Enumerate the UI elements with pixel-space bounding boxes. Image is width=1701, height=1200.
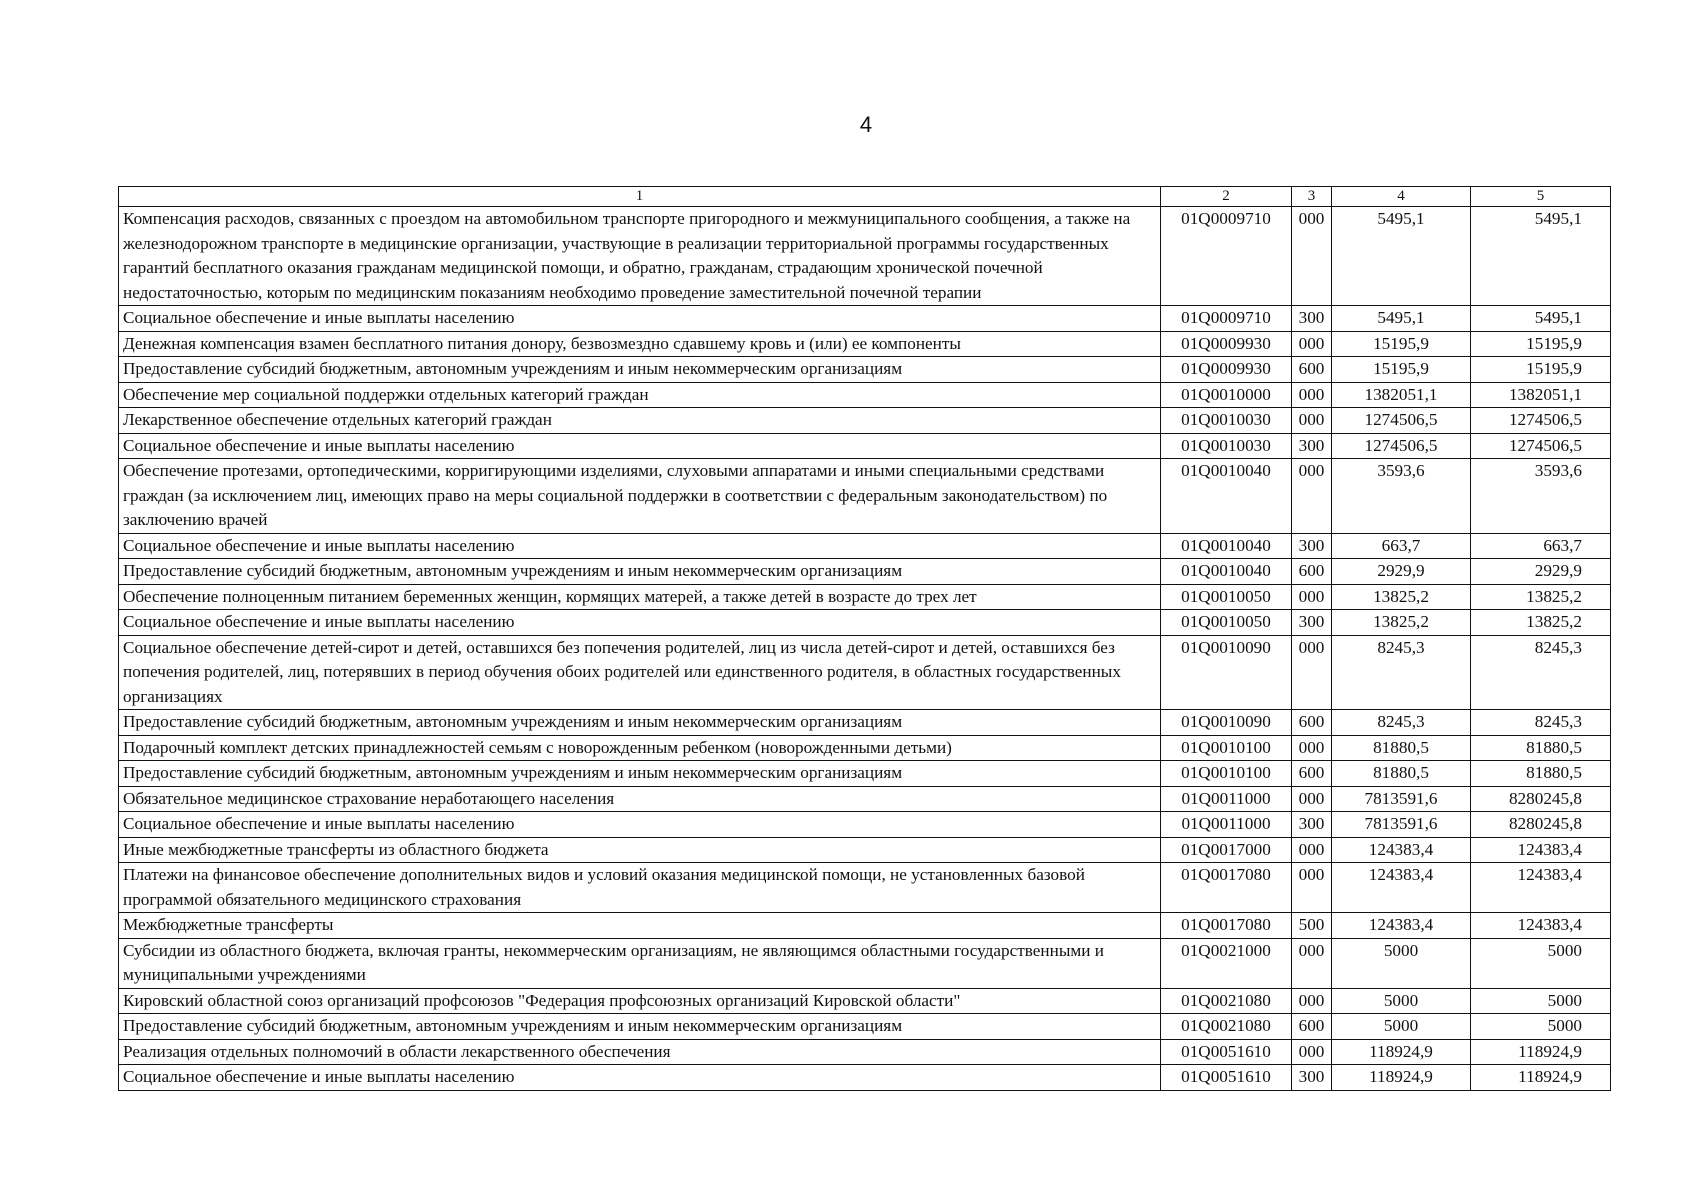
row-amount-2-cell: 13825,2: [1471, 610, 1611, 636]
row-amount-1-cell: 8245,3: [1332, 635, 1471, 710]
row-name-cell: Кировский областной союз организаций профсоюзов "Федерация профсоюзных организаций Кировской области": [119, 988, 1161, 1014]
row-type-cell: 000: [1292, 459, 1332, 534]
row-amount-1-cell: 15195,9: [1332, 331, 1471, 357]
row-code-cell: 01Q0017000: [1161, 837, 1292, 863]
table-row: [119, 812, 1611, 838]
row-amount-1-cell: 5495,1: [1332, 306, 1471, 332]
row-type-cell: 500: [1292, 913, 1332, 939]
row-code-cell: 01Q0051610: [1161, 1039, 1292, 1065]
row-name-cell: Социальное обеспечение и иные выплаты населению: [119, 1065, 1161, 1091]
row-type-cell: 600: [1292, 761, 1332, 787]
row-type-cell: 000: [1292, 207, 1332, 306]
table-row: [119, 837, 1611, 863]
row-name-cell: Обязательное медицинское страхование неработающего населения: [119, 786, 1161, 812]
budget-table: [118, 186, 1611, 1091]
row-code-cell: 01Q0010040: [1161, 533, 1292, 559]
table-row: [119, 610, 1611, 636]
row-code-cell: 01Q0021080: [1161, 1014, 1292, 1040]
row-amount-1-cell: 13825,2: [1332, 610, 1471, 636]
row-amount-1-cell: 5000: [1332, 1014, 1471, 1040]
row-amount-2-cell: 15195,9: [1471, 357, 1611, 383]
row-name-cell: Предоставление субсидий бюджетным, автономным учреждениям и иным некоммерческим организациям: [119, 559, 1161, 585]
row-code-cell: 01Q0011000: [1161, 786, 1292, 812]
row-amount-1-cell: 81880,5: [1332, 761, 1471, 787]
row-name-cell: Иные межбюджетные трансферты из областного бюджета: [119, 837, 1161, 863]
row-code-cell: 01Q0017080: [1161, 913, 1292, 939]
row-amount-1-cell: 1274506,5: [1332, 433, 1471, 459]
row-code-cell: 01Q0021080: [1161, 988, 1292, 1014]
row-amount-1-cell: 2929,9: [1332, 559, 1471, 585]
table-row: [119, 863, 1611, 913]
row-code-cell: 01Q0010100: [1161, 761, 1292, 787]
row-type-cell: 300: [1292, 610, 1332, 636]
row-amount-2-cell: 13825,2: [1471, 584, 1611, 610]
row-name-cell: Межбюджетные трансферты: [119, 913, 1161, 939]
row-amount-2-cell: 3593,6: [1471, 459, 1611, 534]
row-amount-2-cell: 8280245,8: [1471, 812, 1611, 838]
row-amount-2-cell: 1274506,5: [1471, 433, 1611, 459]
header-row: [119, 187, 1611, 207]
row-name-cell: Социальное обеспечение и иные выплаты населению: [119, 610, 1161, 636]
row-type-cell: 600: [1292, 357, 1332, 383]
row-amount-2-cell: 5000: [1471, 938, 1611, 988]
table-row: [119, 913, 1611, 939]
row-amount-2-cell: 663,7: [1471, 533, 1611, 559]
row-name-cell: Компенсация расходов, связанных с проездом на автомобильном транспорте пригородного и межмуниципального сообщения, а также на железнодорожном транспорте в медицинские организации, участвующие в реализации территориальной программы государственных гарантий бесплатного оказания гражданам медицинской помощи, и обратно, гражданам, страдающим хронической почечной недостаточностью, которым по медицинским показаниям необходимо проведение заместительной почечной терапии: [119, 207, 1161, 306]
row-name-cell: Реализация отдельных полномочий в области лекарственного обеспечения: [119, 1039, 1161, 1065]
table-row: [119, 306, 1611, 332]
row-name-cell: Социальное обеспечение детей-сирот и детей, оставшихся без попечения родителей, лиц из числа детей-сирот и детей, оставшихся без попечения родителей, лиц, потерявших в период обучения обоих родителей или единственного родителя, в областных государственных организациях: [119, 635, 1161, 710]
table-row: [119, 1065, 1611, 1091]
row-amount-1-cell: 13825,2: [1332, 584, 1471, 610]
row-type-cell: 000: [1292, 382, 1332, 408]
row-amount-2-cell: 1274506,5: [1471, 408, 1611, 434]
row-type-cell: 000: [1292, 408, 1332, 434]
table-row: [119, 1039, 1611, 1065]
row-code-cell: 01Q0051610: [1161, 1065, 1292, 1091]
row-amount-2-cell: 118924,9: [1471, 1039, 1611, 1065]
row-type-cell: 000: [1292, 735, 1332, 761]
row-code-cell: 01Q0010050: [1161, 584, 1292, 610]
table-header: [119, 187, 1611, 207]
row-type-cell: 000: [1292, 331, 1332, 357]
row-type-cell: 300: [1292, 533, 1332, 559]
header-cell: 3: [1292, 187, 1332, 207]
table-row: [119, 761, 1611, 787]
row-type-cell: 000: [1292, 786, 1332, 812]
table-row: [119, 207, 1611, 306]
row-amount-1-cell: 1274506,5: [1332, 408, 1471, 434]
row-code-cell: 01Q0010030: [1161, 433, 1292, 459]
row-name-cell: Субсидии из областного бюджета, включая гранты, некоммерческим организациям, не являющимся областными государственными и муниципальными учреждениями: [119, 938, 1161, 988]
row-amount-1-cell: 5000: [1332, 938, 1471, 988]
table-row: [119, 433, 1611, 459]
table-row: [119, 735, 1611, 761]
row-amount-2-cell: 81880,5: [1471, 761, 1611, 787]
row-amount-2-cell: 2929,9: [1471, 559, 1611, 585]
row-type-cell: 000: [1292, 1039, 1332, 1065]
row-type-cell: 000: [1292, 938, 1332, 988]
row-amount-1-cell: 8245,3: [1332, 710, 1471, 736]
row-amount-1-cell: 7813591,6: [1332, 786, 1471, 812]
table-row: [119, 408, 1611, 434]
table-row: [119, 710, 1611, 736]
row-amount-2-cell: 5495,1: [1471, 207, 1611, 306]
row-type-cell: 300: [1292, 1065, 1332, 1091]
row-type-cell: 000: [1292, 988, 1332, 1014]
row-type-cell: 300: [1292, 306, 1332, 332]
row-type-cell: 300: [1292, 433, 1332, 459]
row-type-cell: 600: [1292, 1014, 1332, 1040]
row-type-cell: 000: [1292, 837, 1332, 863]
row-code-cell: 01Q0009930: [1161, 331, 1292, 357]
row-amount-2-cell: 15195,9: [1471, 331, 1611, 357]
row-amount-2-cell: 5000: [1471, 1014, 1611, 1040]
row-code-cell: 01Q0011000: [1161, 812, 1292, 838]
table-body: [119, 207, 1611, 1091]
row-code-cell: 01Q0010000: [1161, 382, 1292, 408]
header-cell: 5: [1471, 187, 1611, 207]
row-code-cell: 01Q0021000: [1161, 938, 1292, 988]
row-amount-1-cell: 663,7: [1332, 533, 1471, 559]
row-code-cell: 01Q0010040: [1161, 559, 1292, 585]
row-amount-1-cell: 15195,9: [1332, 357, 1471, 383]
row-name-cell: Социальное обеспечение и иные выплаты населению: [119, 533, 1161, 559]
row-name-cell: Социальное обеспечение и иные выплаты населению: [119, 812, 1161, 838]
table-row: [119, 635, 1611, 710]
row-amount-2-cell: 124383,4: [1471, 837, 1611, 863]
row-name-cell: Предоставление субсидий бюджетным, автономным учреждениям и иным некоммерческим организациям: [119, 761, 1161, 787]
row-code-cell: 01Q0010030: [1161, 408, 1292, 434]
row-type-cell: 600: [1292, 559, 1332, 585]
row-amount-2-cell: 5495,1: [1471, 306, 1611, 332]
row-name-cell: Денежная компенсация взамен бесплатного питания донору, безвозмездно сдавшему кровь и (или) ее компоненты: [119, 331, 1161, 357]
row-amount-1-cell: 1382051,1: [1332, 382, 1471, 408]
row-amount-2-cell: 124383,4: [1471, 913, 1611, 939]
table-row: [119, 584, 1611, 610]
row-name-cell: Социальное обеспечение и иные выплаты населению: [119, 306, 1161, 332]
row-amount-2-cell: 5000: [1471, 988, 1611, 1014]
row-code-cell: 01Q0009710: [1161, 306, 1292, 332]
row-amount-2-cell: 124383,4: [1471, 863, 1611, 913]
table-row: [119, 559, 1611, 585]
row-type-cell: 000: [1292, 863, 1332, 913]
row-amount-2-cell: 118924,9: [1471, 1065, 1611, 1091]
row-name-cell: Платежи на финансовое обеспечение дополнительных видов и условий оказания медицинской помощи, не установленных базовой программой обязательного медицинского страхования: [119, 863, 1161, 913]
row-type-cell: 000: [1292, 635, 1332, 710]
table-row: [119, 988, 1611, 1014]
row-amount-2-cell: 81880,5: [1471, 735, 1611, 761]
table-row: [119, 1014, 1611, 1040]
row-amount-1-cell: 118924,9: [1332, 1065, 1471, 1091]
row-code-cell: 01Q0017080: [1161, 863, 1292, 913]
row-code-cell: 01Q0009710: [1161, 207, 1292, 306]
row-name-cell: Предоставление субсидий бюджетным, автономным учреждениям и иным некоммерческим организациям: [119, 710, 1161, 736]
page-number: 4: [859, 112, 873, 137]
row-amount-1-cell: 5000: [1332, 988, 1471, 1014]
row-code-cell: 01Q0010100: [1161, 735, 1292, 761]
row-code-cell: 01Q0009930: [1161, 357, 1292, 383]
row-name-cell: Социальное обеспечение и иные выплаты населению: [119, 433, 1161, 459]
row-name-cell: Подарочный комплект детских принадлежностей семьям с новорожденным ребенком (новорожденными детьми): [119, 735, 1161, 761]
table-row: [119, 938, 1611, 988]
table-row: [119, 331, 1611, 357]
header-cell: 1: [119, 187, 1161, 207]
table-row: [119, 382, 1611, 408]
row-amount-1-cell: 124383,4: [1332, 863, 1471, 913]
row-code-cell: 01Q0010050: [1161, 610, 1292, 636]
row-amount-1-cell: 124383,4: [1332, 913, 1471, 939]
row-name-cell: Лекарственное обеспечение отдельных категорий граждан: [119, 408, 1161, 434]
row-type-cell: 000: [1292, 584, 1332, 610]
row-amount-2-cell: 8245,3: [1471, 635, 1611, 710]
table-row: [119, 357, 1611, 383]
row-code-cell: 01Q0010040: [1161, 459, 1292, 534]
row-amount-1-cell: 118924,9: [1332, 1039, 1471, 1065]
row-name-cell: Обеспечение протезами, ортопедическими, корригирующими изделиями, слуховыми аппаратами и иными специальными средствами граждан (за исключением лиц, имеющих право на меры социальной поддержки в соответствии с федеральным законодательством) по заключению врачей: [119, 459, 1161, 534]
row-amount-1-cell: 5495,1: [1332, 207, 1471, 306]
header-cell: 4: [1332, 187, 1471, 207]
row-amount-1-cell: 7813591,6: [1332, 812, 1471, 838]
table-row: [119, 533, 1611, 559]
row-name-cell: Обеспечение полноценным питанием беременных женщин, кормящих матерей, а также детей в возрасте до трех лет: [119, 584, 1161, 610]
header-cell: 2: [1161, 187, 1292, 207]
row-amount-1-cell: 124383,4: [1332, 837, 1471, 863]
row-amount-2-cell: 8245,3: [1471, 710, 1611, 736]
row-name-cell: Предоставление субсидий бюджетным, автономным учреждениям и иным некоммерческим организациям: [119, 1014, 1161, 1040]
row-amount-1-cell: 81880,5: [1332, 735, 1471, 761]
row-amount-2-cell: 1382051,1: [1471, 382, 1611, 408]
table-row: [119, 459, 1611, 534]
row-amount-2-cell: 8280245,8: [1471, 786, 1611, 812]
row-name-cell: Предоставление субсидий бюджетным, автономным учреждениям и иным некоммерческим организациям: [119, 357, 1161, 383]
table-row: [119, 786, 1611, 812]
row-type-cell: 300: [1292, 812, 1332, 838]
row-code-cell: 01Q0010090: [1161, 710, 1292, 736]
row-code-cell: 01Q0010090: [1161, 635, 1292, 710]
row-type-cell: 600: [1292, 710, 1332, 736]
row-name-cell: Обеспечение мер социальной поддержки отдельных категорий граждан: [119, 382, 1161, 408]
row-amount-1-cell: 3593,6: [1332, 459, 1471, 534]
